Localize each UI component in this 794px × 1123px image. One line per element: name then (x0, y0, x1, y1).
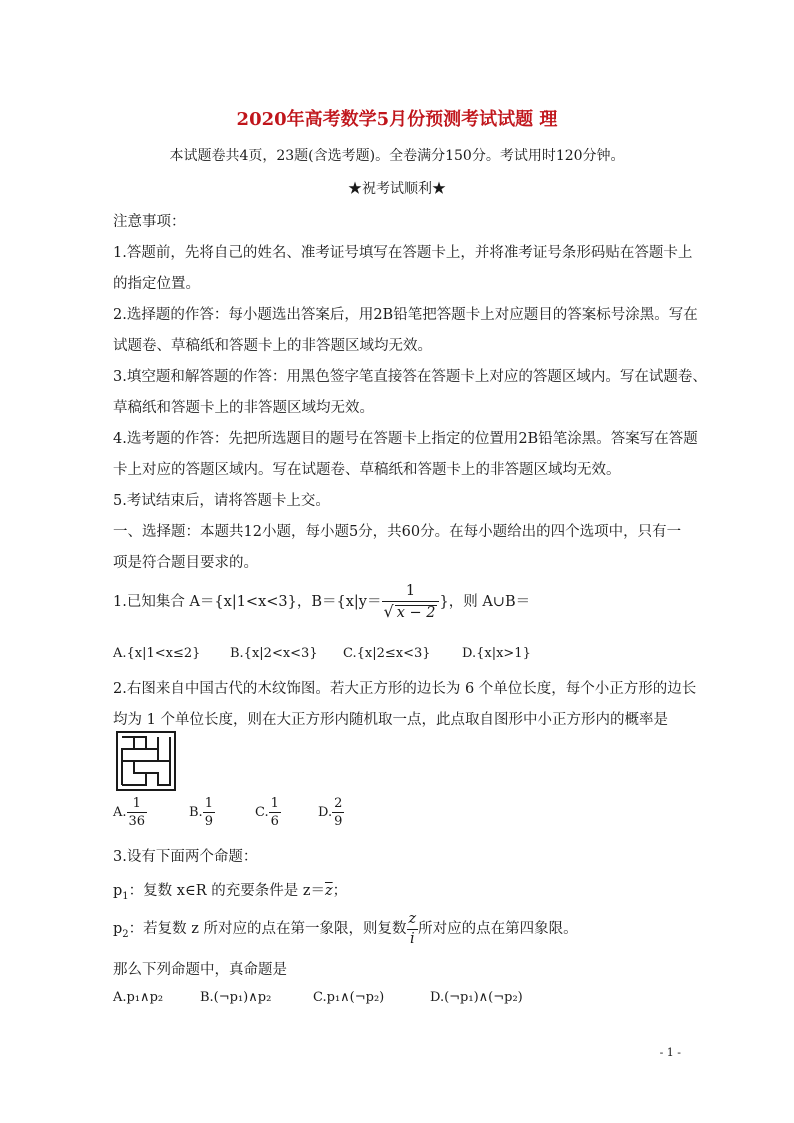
q2-c-numerator: 1 (270, 796, 279, 811)
p2-subscript: 2 (122, 928, 129, 940)
notice-2-line-1: 2.选择题的作答：每小题选出答案后，用2B铅笔把答题卡上对应题目的答案标号涂黑。写在 (113, 307, 698, 323)
exam-title: 2020年高考数学5月份预测考试试题 理 (236, 109, 558, 130)
p1-text: ：复数 x∈R 的充要条件是 z＝ (128, 883, 325, 899)
p2-text: ：若复数 z 所对应的点在第一象限，则复数 (128, 921, 407, 937)
lattice-strokes (117, 732, 175, 790)
q1-frac-denominator (382, 602, 440, 621)
q2-b-denominator: 9 (204, 814, 213, 829)
q2-c-denominator: 6 (270, 814, 279, 829)
q1-radicand: x − 2 (396, 604, 436, 621)
q3-proposition-p1 (113, 879, 347, 902)
q3-option-b: B.(¬p₁)∧p₂ (200, 990, 272, 1005)
q1-frac-numerator: 1 (382, 584, 440, 602)
q3-proposition-p2 (113, 912, 578, 946)
q2-option-a-fraction (127, 797, 148, 828)
q2-b-numerator: 1 (204, 796, 213, 811)
q2-option-d (318, 797, 344, 828)
q2-option-a-label: A. (113, 805, 127, 820)
sqrt-symbol: √ (383, 601, 394, 621)
lattice-path-2 (158, 737, 170, 761)
notice-3-line-2: 草稿纸和答题卡上的非答题区域均无效。 (113, 400, 374, 416)
question-3-stem: 3.设有下面两个命题： (113, 849, 258, 865)
q2-a-numerator: 1 (127, 797, 148, 813)
lattice-pattern-figure (116, 731, 176, 791)
notice-4-line-1: 4.选考题的作答：先把所选题目的题号在答题卡上指定的位置用2B铅笔涂黑。答案写在答题 (113, 431, 698, 447)
q1-option-d: D.{x|x>1} (462, 646, 531, 661)
q2-option-c-fraction (269, 797, 281, 828)
q1-stem-part-a: 1.已知集合 A＝{x|1<x<3}，B＝{x|y＝ (113, 594, 382, 610)
section-1-line-1: 一、选择题：本题共12小题，每小题5分，共60分。在每小题给出的四个选项中，只有一 (113, 524, 682, 540)
q2-option-b-label: B. (189, 805, 203, 820)
q1-option-b: B.{x|2<x<3} (230, 646, 318, 661)
q1-stem-part-b: }，则 A∪B＝ (439, 594, 531, 610)
question-1-stem (113, 584, 530, 620)
notice-5: 5.考试结束后，请将答题卡上交。 (113, 493, 330, 509)
q3-ask: 那么下列命题中，真命题是 (113, 962, 287, 978)
lattice-path-4 (122, 761, 146, 785)
question-2-line-2: 均为 1 个单位长度，则在大正方形内随机取一点，此点取自图形中小正方形内的概率是 (113, 712, 668, 728)
p2-frac-denominator: i (410, 930, 415, 947)
q3-option-d: D.(¬p₁)∧(¬p₂) (430, 990, 523, 1005)
q2-option-d-fraction (332, 797, 344, 828)
question-2-line-1: 2.右图来自中国古代的木纹饰图。若大正方形的边长为 6 个单位长度，每个小正方形的边长 (113, 681, 697, 697)
q1-option-a: A.{x|1<x≤2} (113, 646, 201, 661)
q2-option-a (113, 797, 147, 828)
p1-subscript: 1 (122, 890, 129, 902)
p1-conjugate: $\overline{z}$ (324, 883, 333, 899)
page-number: - 1 - (659, 1046, 681, 1059)
notice-3-line-1: 3.填空题和解答题的作答：用黑色签字笔直接答在答题卡上对应的答题区域内。写在试题卷、 (113, 369, 707, 385)
notice-4-line-2: 卡上对应的答题区域内。写在试题卷、草稿纸和答题卡上的非答题区域均无效。 (113, 462, 621, 478)
q2-d-denominator: 9 (334, 814, 343, 829)
notice-1-line-2: 的指定位置。 (113, 276, 200, 292)
p2-frac-numerator: z (407, 912, 419, 930)
q2-d-numerator: 2 (334, 796, 343, 811)
q1-fraction (382, 584, 440, 620)
q2-option-b (189, 797, 215, 828)
q2-option-d-label: D. (318, 805, 333, 820)
section-1-line-2: 项是符合题目要求的。 (113, 555, 258, 571)
p2-fraction (407, 912, 419, 946)
q3-option-c: C.p₁∧(¬p₂) (313, 990, 385, 1005)
p1-label: p (113, 883, 123, 899)
q2-option-b-fraction (203, 797, 215, 828)
notice-2-line-2: 试题卷、草稿纸和答题卡上的非答题区域均无效。 (113, 338, 432, 354)
notice-heading: 注意事项： (113, 214, 186, 230)
q1-option-c: C.{x|2≤x<3} (343, 646, 431, 661)
notice-1-line-1: 1.答题前，先将自己的姓名、准考证号填写在答题卡上，并将准考证号条形码贴在答题卡上 (113, 245, 693, 261)
p2-end: 所对应的点在第四象限。 (418, 921, 578, 937)
exam-subtitle: 本试题卷共4页，23题(含选考题)。全卷满分150分。考试用时120分钟。 (169, 148, 625, 164)
blessing-line: ★祝考试顺利★ (348, 181, 446, 197)
p2-label: p (113, 921, 123, 937)
q2-option-c-label: C. (255, 805, 269, 820)
q2-option-c (255, 797, 281, 828)
lattice-path-3 (146, 761, 170, 785)
q3-option-a: A.p₁∧p₂ (113, 990, 164, 1005)
p1-end: ； (332, 883, 348, 899)
q2-a-denominator: 36 (128, 814, 146, 829)
